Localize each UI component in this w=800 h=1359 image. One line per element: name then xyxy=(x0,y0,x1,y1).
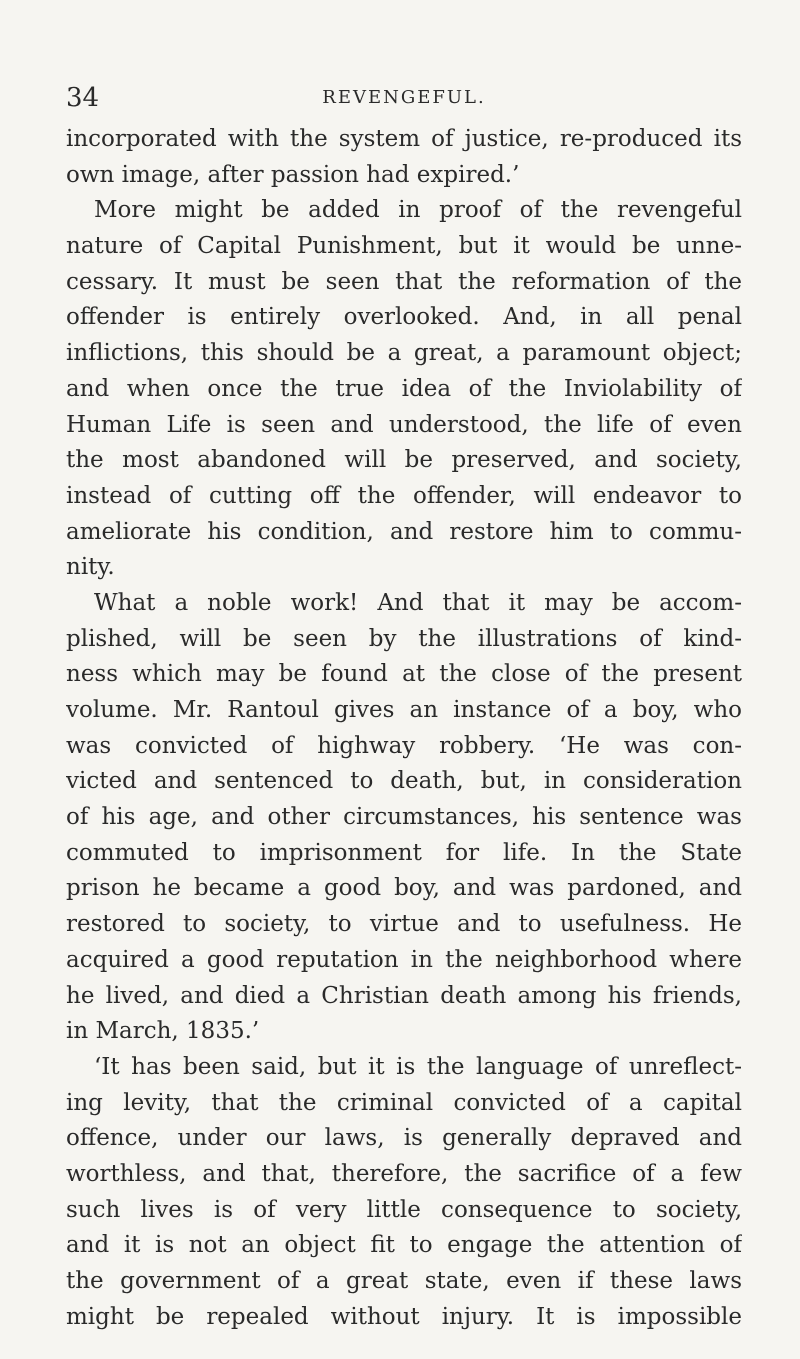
text-line: instead of cutting off the offender, will endeavor to xyxy=(66,482,742,509)
text-line: ness which may be found at the close of the present xyxy=(66,661,742,688)
running-head: REVENGEFUL. xyxy=(322,87,486,108)
text-line: acquired a good reputation in the neighborhood where xyxy=(66,946,742,973)
text-line: worthless, and that, therefore, the sacrifice of a few xyxy=(66,1160,742,1187)
text-line: offence, under our laws, is generally depraved and xyxy=(66,1125,742,1152)
text-line: he lived, and died a Christian death among his friends, xyxy=(66,982,742,1009)
text-line: ameliorate his condition, and restore him to commu- xyxy=(66,518,742,545)
text-line: and it is not an object fit to engage the attention of xyxy=(66,1232,742,1259)
text-line: own image, after passion had expired.’ xyxy=(66,161,520,188)
text-line: volume. Mr. Rantoul gives an instance of a boy, who xyxy=(66,697,742,723)
page-number: 34 xyxy=(66,83,100,113)
text-line: ing levity, that the criminal convicted of a capital xyxy=(66,1089,742,1116)
text-line: was convicted of highway robbery. ‘He was con- xyxy=(66,732,742,759)
text-line: and when once the true idea of the Inviolability of xyxy=(66,375,742,402)
text-line: prison he became a good boy, and was pardoned, and xyxy=(66,875,742,902)
text-line: in March, 1835.’ xyxy=(66,1018,260,1045)
text-line: inflictions, this should be a great, a paramount object; xyxy=(66,340,742,367)
body-text xyxy=(66,122,742,1335)
text-line: restored to society, to virtue and to usefulness. He xyxy=(66,911,742,938)
text-line: nature of Capital Punishment, but it would be unne- xyxy=(66,233,742,260)
text-line: the government of a great state, even if these laws xyxy=(66,1268,742,1294)
text-line: offender is entirely overlooked. And, in all penal xyxy=(66,304,742,331)
text-line: cessary. It must be seen that the reformation of the xyxy=(66,268,742,295)
text-line: such lives is of very little consequence to society, xyxy=(66,1196,742,1223)
text-line: of his age, and other circumstances, his sentence was xyxy=(66,804,742,831)
text-line: the most abandoned will be preserved, and society, xyxy=(66,447,742,474)
text-line: nity. xyxy=(66,554,115,581)
text-line: might be repealed without injury. It is impossible xyxy=(66,1303,742,1330)
text-line: plished, will be seen by the illustrations of kind- xyxy=(66,625,742,652)
text-line: What a noble work! And that it may be accom- xyxy=(94,589,742,616)
text-line: Human Life is seen and understood, the life of even xyxy=(66,411,742,438)
text-line: ‘It has been said, but it is the language of unreflect- xyxy=(94,1053,742,1080)
text-line: incorporated with the system of justice, re-produced its xyxy=(66,126,742,152)
text-line: commuted to imprisonment for life. In the State xyxy=(66,839,742,866)
page-header xyxy=(66,78,742,118)
text-line: victed and sentenced to death, but, in consideration xyxy=(66,768,742,795)
text-line: More might be added in proof of the revengeful xyxy=(94,197,742,224)
